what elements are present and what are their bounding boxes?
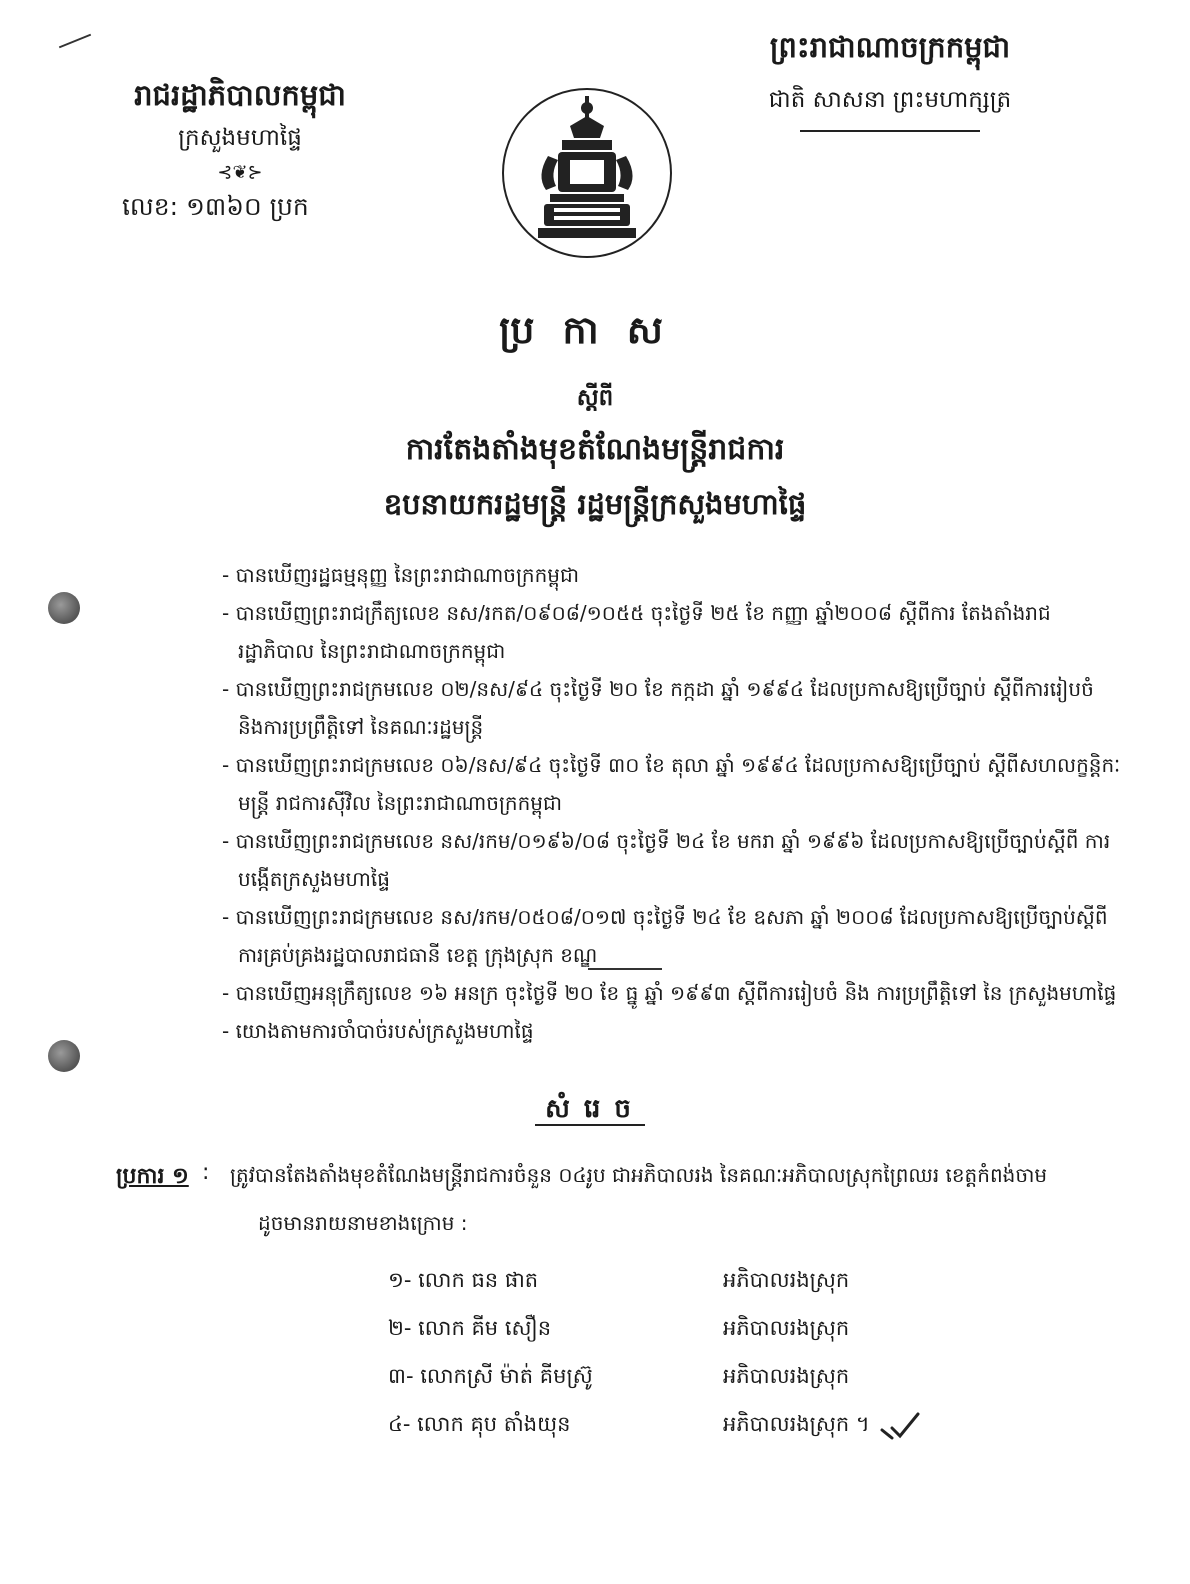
appointee-name: ៣- លោកស្រី ម៉ាត់ គីមស្រ៊ូ: [388, 1363, 593, 1388]
legal-basis-item: - យោងតាមការចាំបាច់របស់ក្រសួងមហាផ្ទៃ: [222, 1019, 534, 1043]
motto-underline: [800, 130, 980, 132]
handwritten-strike-mark: [588, 968, 662, 970]
appointee-name: ២- លោក គីម សឿន: [388, 1315, 552, 1340]
handwritten-check-icon: [878, 1408, 922, 1452]
government-heading: រាជរដ្ឋាភិបាលកម្ពុជា: [134, 78, 346, 112]
subject-line-1: ការតែងតាំងមុខតំណែងមន្ត្រីរាជការ: [405, 432, 785, 467]
legal-basis-item: - បានឃើញព្រះរាជក្រមលេខ នស/រកម/០៥០៨/០១៧ ចុះថ្ងៃទី ២៤ ខែ ឧសភា ឆ្នាំ ២០០៨ ដែលប្រកាសឱ្យប្រើច្បាប់ស្តីពី ការគ្រប់គ្រងរដ្ឋបាលរាជធានី ខេត្ត ក្រុងស្រុក ខណ្ឌ: [222, 905, 1108, 967]
ministry-heading: ក្រសួងមហាផ្ទៃ: [178, 125, 302, 151]
appointee-row: [388, 1402, 963, 1450]
scan-pen-mark: [59, 34, 91, 49]
appointee-list: [388, 1258, 963, 1450]
legal-basis-item: - បានឃើញព្រះរាជក្រឹត្យលេខ នស/រកត/០៩០៨/១០៥៥ ចុះថ្ងៃទី ២៥ ខែ កញ្ញា ឆ្នាំ២០០៨ ស្តីពីការ តែងតាំងរាជរដ្ឋាភិបាល នៃព្រះរាជាណាចក្រកម្ពុជា: [222, 601, 1051, 663]
ornament-divider: ⊰❦⊱: [217, 162, 263, 183]
legal-basis-item: - បានឃើញរដ្ឋធម្មនុញ្ញ នៃព្រះរាជាណាចក្រកម្ពុជា: [222, 563, 580, 587]
hole-punch-mark: [48, 592, 80, 624]
legal-basis-list: [222, 556, 1122, 1050]
appointee-role: អភិបាលរងស្រុក ។: [723, 1411, 870, 1436]
legal-basis-item: - បានឃើញព្រះរាជក្រមលេខ ០២/នស/៩៤ ចុះថ្ងៃទី ២០ ខែ កក្កដា ឆ្នាំ ១៩៩៤ ដែលប្រកាសឱ្យប្រើច្បាប់ ស្តីពីការរៀបចំ និងការប្រព្រឹត្តិទៅ នៃគណៈរដ្ឋមន្ត្រី: [222, 677, 1094, 739]
legal-basis-item: - បានឃើញអនុក្រឹត្យលេខ ១៦ អនក្រ ចុះថ្ងៃទី ២០ ខែ ធ្នូ ឆ្នាំ ១៩៩៣ ស្តីពីការរៀបចំ និង ការប្រព្រឹត្តិទៅ នៃ ក្រសួងមហាផ្ទៃ: [222, 981, 1117, 1005]
appointee-role: អភិបាលរងស្រុក: [723, 1315, 850, 1340]
reference-number: លេខ: ១៣៦០ ប្រក: [122, 192, 309, 221]
national-motto: ជាតិ សាសនា ព្រះមហាក្សត្រ: [768, 87, 1012, 113]
article-colon: :: [202, 1160, 210, 1185]
appointee-role: អភិបាលរងស្រុក: [723, 1363, 850, 1388]
appointee-row: [388, 1258, 963, 1306]
appointee-role: អភិបាលរងស្រុក: [723, 1267, 850, 1292]
royal-coat-of-arms-icon: [500, 86, 674, 260]
legal-basis-item: - បានឃើញព្រះរាជក្រមលេខ ០៦/នស/៩៤ ចុះថ្ងៃទី ៣០ ខែ តុលា ឆ្នាំ ១៩៩៤ ដែលប្រកាសឱ្យប្រើច្បាប់ ស្តីពីសហលក្ខន្តិកៈ មន្ត្រី រាជការស៊ីវិល នៃព្រះរាជាណាចក្រកម្ពុជា: [222, 753, 1121, 815]
document-title: ប្រកាស: [499, 308, 691, 352]
kingdom-heading: ព្រះរាជាណាចក្រកម្ពុជា: [769, 30, 1011, 64]
hole-punch-mark: [48, 1040, 80, 1072]
about-label: ស្តីពី: [576, 385, 614, 411]
decision-underline: [535, 1124, 645, 1126]
article-text-continuation: ដូចមានរាយនាមខាងក្រោម :: [258, 1211, 468, 1235]
appointee-name: ៤- លោក គុប តាំងយុន: [388, 1411, 571, 1436]
subject-line-2: ឧបនាយករដ្ឋមន្ត្រី រដ្ឋមន្ត្រីក្រសួងមហាផ្ទៃ: [383, 487, 807, 521]
appointee-row: [388, 1354, 963, 1402]
appointee-row: [388, 1306, 963, 1354]
decision-heading: សំរេច: [545, 1094, 645, 1124]
appointee-name: ១- លោក ធន ផាត: [388, 1267, 539, 1292]
legal-basis-item: - បានឃើញព្រះរាជក្រមលេខ នស/រកម/០១៩៦/០៨ ចុះថ្ងៃទី ២៤ ខែ មករា ឆ្នាំ ១៩៩៦ ដែលប្រកាសឱ្យប្រើច្បាប់ស្តីពី ការបង្កើតក្រសួងមហាផ្ទៃ: [222, 829, 1111, 891]
article-label: ប្រការ ១: [116, 1164, 189, 1189]
article-text: ត្រូវបានតែងតាំងមុខតំណែងមន្ត្រីរាជការចំនួន ០៤រូប ជាអភិបាលរង នៃគណៈអភិបាលស្រុកព្រៃឈរ ខេត្តកំពង់ចាម: [230, 1163, 1048, 1187]
